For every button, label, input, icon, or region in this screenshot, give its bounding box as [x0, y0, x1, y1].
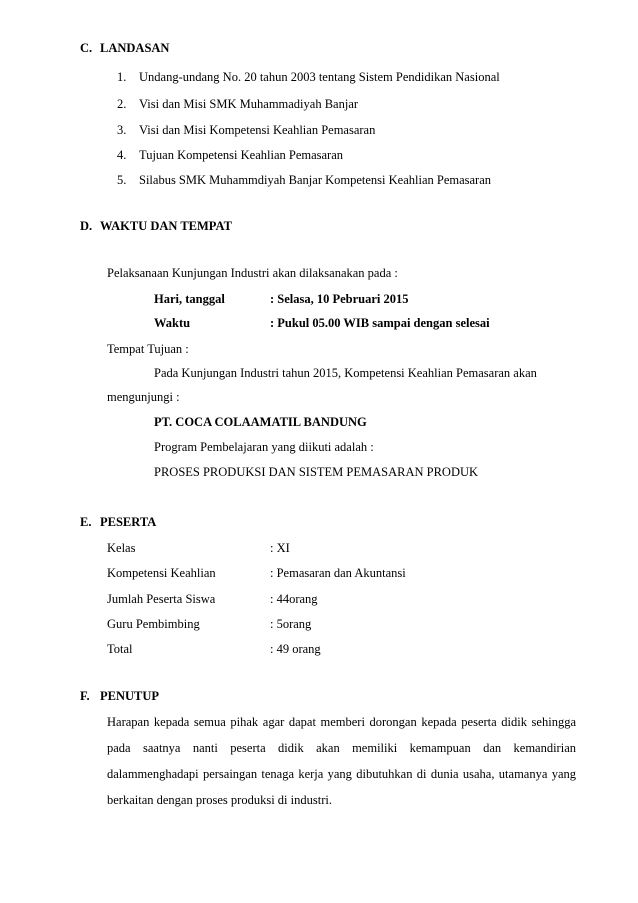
list-number: 1.: [117, 70, 127, 84]
list-item: [117, 148, 343, 163]
section-heading-landasan: [80, 41, 169, 56]
waktu-label: Waktu: [154, 316, 191, 330]
section-letter: E.: [80, 515, 92, 529]
list-item: [117, 123, 375, 138]
list-text: Tujuan Kompetensi Keahlian Pemasaran: [139, 148, 344, 162]
section-title: PESERTA: [100, 515, 157, 529]
list-item: [117, 173, 491, 188]
section-title: WAKTU DAN TEMPAT: [100, 219, 232, 233]
list-text: Visi dan Misi Kompetensi Keahlian Pemasaran: [139, 123, 376, 137]
company-name: PT. COCA COLAAMATIL BANDUNG: [154, 415, 367, 429]
paragraph-intro: Pelaksanaan Kunjungan Industri akan dilaksanakan pada :: [107, 266, 398, 280]
section-title: LANDASAN: [100, 41, 170, 55]
list-number: 4.: [117, 148, 127, 162]
list-text: Undang-undang No. 20 tahun 2003 tentang Sistem Pendidikan Nasional: [139, 70, 500, 84]
hari-value: : Selasa, 10 Pebruari 2015: [270, 292, 409, 306]
tempat-label: Tempat Tujuan :: [107, 342, 189, 356]
peserta-label: Kelas: [107, 541, 136, 555]
hari-label: Hari, tanggal: [154, 292, 225, 306]
peserta-value: : 44orang: [270, 592, 318, 606]
peserta-value: : 49 orang: [270, 642, 321, 656]
list-text: Visi dan Misi SMK Muhammadiyah Banjar: [139, 97, 359, 111]
program-name: PROSES PRODUKSI DAN SISTEM PEMASARAN PRODUK: [154, 465, 479, 479]
list-number: 2.: [117, 97, 127, 111]
section-letter: F.: [80, 689, 90, 703]
tempat-line: Pada Kunjungan Industri tahun 2015, Kompetensi Keahlian Pemasaran akan: [154, 366, 537, 380]
peserta-value: : Pemasaran dan Akuntansi: [270, 566, 406, 580]
list-number: 5.: [117, 173, 127, 187]
closing-paragraph-line: Harapan kepada semua pihak agar dapat memberi dorongan kepada peserta didik sehingga: [107, 715, 576, 729]
section-title: PENUTUP: [100, 689, 160, 703]
list-item: [117, 70, 500, 85]
closing-paragraph-line: pada saatnya nanti peserta didik akan memiliki kemampuan dan kemandirian: [107, 741, 576, 755]
list-text: Silabus SMK Muhammdiyah Banjar Kompetensi Keahlian Pemasaran: [139, 173, 492, 187]
list-number: 3.: [117, 123, 127, 137]
peserta-value: : 5orang: [270, 617, 312, 631]
section-letter: C.: [80, 41, 93, 55]
program-intro: Program Pembelajaran yang diikuti adalah :: [154, 440, 374, 454]
section-heading-waktu: [80, 219, 232, 234]
section-letter: D.: [80, 219, 93, 233]
peserta-label: Kompetensi Keahlian: [107, 566, 216, 580]
peserta-label: Total: [107, 642, 133, 656]
tempat-line: mengunjungi :: [107, 390, 180, 404]
peserta-value: : XI: [270, 541, 290, 555]
closing-paragraph-line: dalammenghadapi persaingan tenaga kerja yang dibutuhkan di dunia usaha, utamanya yang: [107, 767, 576, 781]
section-heading-peserta: [80, 515, 156, 530]
peserta-label: Guru Pembimbing: [107, 617, 200, 631]
waktu-value: : Pukul 05.00 WIB sampai dengan selesai: [270, 316, 490, 330]
closing-paragraph-line: berkaitan dengan proses produksi di industri.: [107, 793, 332, 807]
list-item: [117, 97, 358, 112]
section-heading-penutup: [80, 689, 159, 704]
peserta-label: Jumlah Peserta Siswa: [107, 592, 216, 606]
